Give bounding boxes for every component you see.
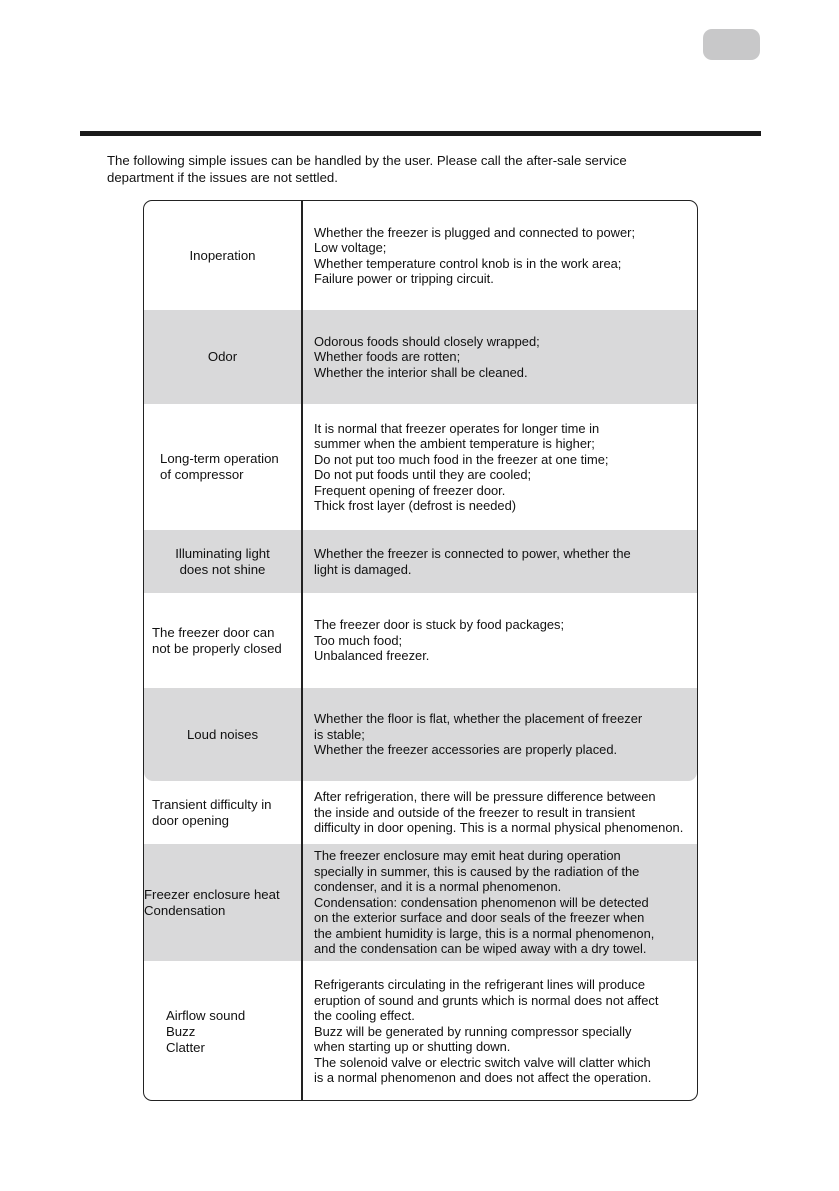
problem-line: Buzz (166, 1023, 196, 1039)
column-divider (301, 688, 303, 781)
cause-line: Low voltage; (314, 240, 387, 255)
table-row (144, 688, 697, 781)
table-row (144, 530, 697, 593)
cause-line: Whether the freezer accessories are properly placed. (314, 742, 618, 758)
table-row (144, 961, 697, 1101)
cause-line: Unbalanced freezer. (314, 648, 430, 664)
problem-cell (144, 310, 301, 404)
column-divider (301, 201, 303, 310)
cause-line: Whether the interior shall be cleaned. (314, 364, 528, 380)
page-tab-badge (703, 29, 760, 60)
section-rule (80, 131, 761, 136)
problem-cell (144, 201, 301, 310)
problem-line: of compressor (160, 467, 244, 482)
column-divider (301, 844, 303, 961)
cause-line: the ambient humidity is large, this is a normal phenomenon, (314, 925, 655, 941)
problem-line: door opening (152, 812, 229, 828)
problem-line: Transient difficulty in (152, 796, 272, 812)
problem-line: Condensation (144, 902, 226, 918)
problem-line: Clatter (166, 1039, 205, 1055)
problem-line: does not shine (179, 561, 266, 577)
problem-line: Airflow sound (166, 1007, 246, 1023)
problem-line: Loud noises (186, 726, 259, 742)
cause-line: The freezer enclosure may emit heat during operation (314, 848, 621, 864)
causes-cell (314, 781, 697, 844)
problem-cell (144, 844, 301, 961)
cause-line: Do not put too much food in the freezer at one time; (314, 451, 609, 467)
cause-line: Condensation: condensation phenomenon will be detected (314, 894, 649, 910)
causes-cell (314, 688, 697, 781)
intro-line: department if the issues are not settled. (107, 170, 338, 185)
cause-line: Whether the freezer is connected to power, whether the (314, 546, 631, 561)
cause-line: on the exterior surface and door seals of the freezer when (314, 910, 645, 926)
causes-cell (314, 593, 697, 688)
cause-line: when starting up or shutting down. (314, 1039, 511, 1055)
problem-cell (144, 781, 309, 844)
table-row (144, 844, 697, 961)
cause-line: Odorous foods should closely wrapped; (314, 333, 540, 349)
cause-line: specially in summer, this is caused by the radiation of the (314, 863, 640, 879)
cause-line: Whether the floor is flat, whether the placement of freezer (314, 711, 643, 727)
table-row (144, 201, 697, 310)
intro-line: The following simple issues can be handled by the user. Please call the after-sale service (107, 153, 627, 168)
column-divider (301, 961, 303, 1101)
problem-cell (144, 404, 317, 530)
cause-line: difficulty in door opening. This is a normal physical phenomenon. (314, 820, 684, 836)
cause-line: The freezer door is stuck by food packages; (314, 617, 565, 633)
cause-line: Whether foods are rotten; (314, 349, 461, 365)
column-divider (301, 593, 303, 688)
problem-line: Odor (207, 349, 238, 364)
cause-line: The solenoid valve or electric switch valve will clatter which (314, 1054, 651, 1070)
cause-line: Buzz will be generated by running compressor specially (314, 1023, 632, 1039)
troubleshooting-table (143, 200, 698, 1101)
problem-line: Freezer enclosure heat (144, 886, 280, 902)
causes-cell (314, 961, 697, 1101)
column-divider (301, 404, 303, 530)
cause-line: the cooling effect. (314, 1008, 415, 1024)
cause-line: Thick frost layer (defrost is needed) (314, 498, 517, 513)
cause-line: Whether the freezer is plugged and connected to power; (314, 224, 636, 240)
cause-line: is a normal phenomenon and does not affect the operation. (314, 1070, 652, 1086)
problem-line: The freezer door can (152, 624, 275, 640)
cause-line: and the condensation can be wiped away with a dry towel. (314, 941, 647, 957)
cause-line: summer when the ambient temperature is higher; (314, 436, 595, 451)
column-divider (301, 781, 303, 844)
problem-cell (144, 530, 301, 593)
cause-line: Failure power or tripping circuit. (314, 271, 494, 286)
problem-cell (144, 961, 323, 1101)
cause-line: eruption of sound and grunts which is normal does not affect (314, 992, 659, 1008)
causes-cell (314, 844, 697, 961)
causes-cell (314, 530, 697, 593)
intro-text (107, 152, 627, 186)
problem-cell (144, 593, 309, 688)
cause-line: is stable; (314, 726, 365, 742)
cause-line: It is normal that freezer operates for longer time in (314, 420, 600, 436)
cause-line: Too much food; (314, 632, 403, 648)
cause-line: Do not put foods until they are cooled; (314, 467, 532, 482)
table-row (144, 404, 697, 530)
cause-line: light is damaged. (314, 561, 412, 577)
problem-cell (144, 688, 301, 781)
table-row (144, 310, 697, 404)
column-divider (301, 310, 303, 404)
cause-line: After refrigeration, there will be pressure difference between (314, 789, 656, 805)
problem-line: Inoperation (189, 247, 256, 263)
causes-cell (314, 310, 697, 404)
problem-line: Illuminating light (175, 545, 270, 561)
problem-line: not be properly closed (152, 640, 282, 656)
table-row (144, 781, 697, 844)
table-row (144, 593, 697, 688)
column-divider (301, 530, 303, 593)
cause-line: Refrigerants circulating in the refrigerant lines will produce (314, 977, 646, 993)
cause-line: Whether temperature control knob is in the work area; (314, 255, 622, 271)
problem-line: Long-term operation (160, 451, 279, 466)
causes-cell (314, 201, 697, 310)
cause-line: Frequent opening of freezer door. (314, 482, 506, 498)
cause-line: the inside and outside of the freezer to result in transient (314, 804, 636, 820)
causes-cell (314, 404, 697, 530)
cause-line: condenser, and it is a normal phenomenon. (314, 879, 562, 895)
